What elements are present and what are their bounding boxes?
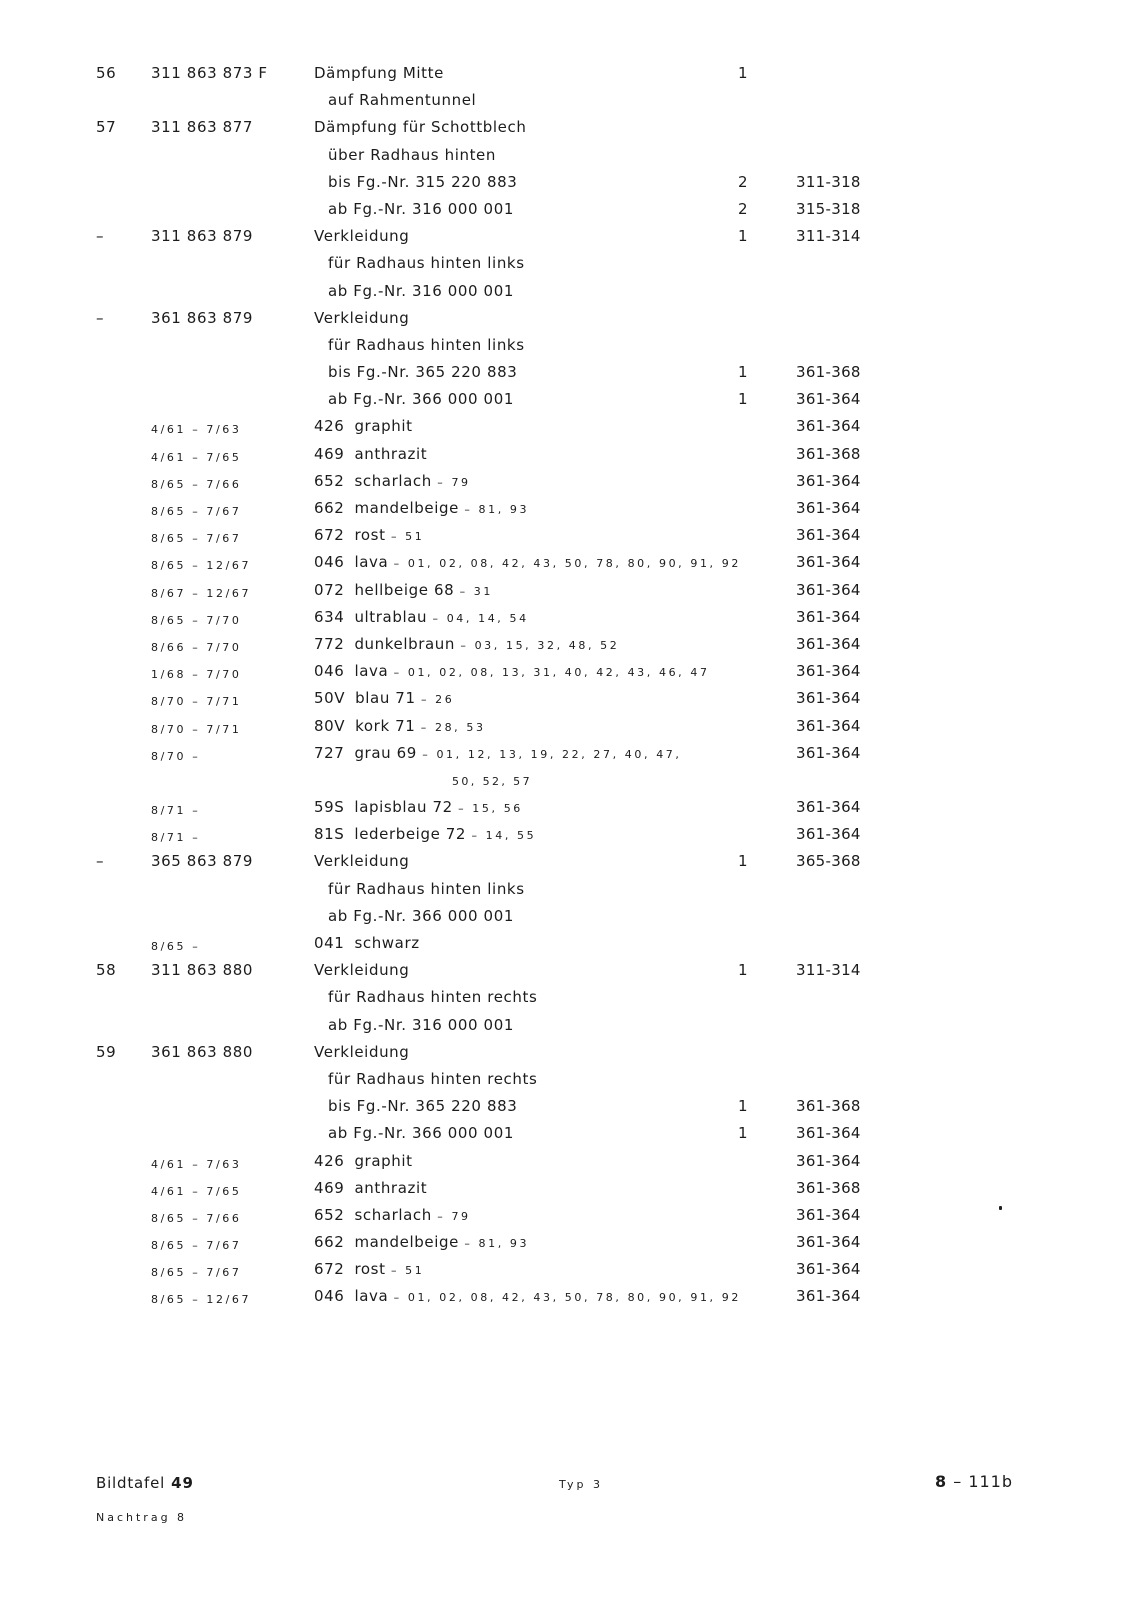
part-description: bis Fg.-Nr. 315 220 883	[328, 172, 518, 191]
quantity: 1	[738, 363, 749, 382]
production-period: 8/65 – 7/67	[151, 532, 242, 546]
production-period: 8/65 – 7/67	[151, 1239, 242, 1253]
production-period: 4/61 – 7/65	[151, 1184, 242, 1198]
color-description	[314, 1179, 427, 1197]
model-range: 361-364	[796, 1233, 861, 1252]
table-row	[0, 1148, 1136, 1175]
table-row	[0, 60, 1136, 87]
part-description: Verkleidung	[314, 1042, 410, 1061]
color-description	[314, 934, 420, 952]
table-row	[0, 604, 1136, 631]
color-description	[314, 689, 454, 707]
part-description: bis Fg.-Nr. 365 220 883	[328, 1097, 518, 1116]
part-description: für Radhaus hinten links	[328, 254, 525, 273]
production-period: 8/70 – 7/71	[151, 695, 242, 709]
color-code: 50V	[314, 689, 346, 708]
model-range: 361-364	[796, 1287, 861, 1306]
table-row	[0, 1283, 1136, 1310]
color-name: hellbeige 68	[354, 580, 455, 599]
production-period: 8/65 – 12/67	[151, 559, 252, 573]
part-number: 311 863 877	[151, 118, 254, 137]
color-description	[314, 744, 682, 762]
part-description: Dämpfung Mitte	[314, 64, 444, 82]
table-row	[0, 794, 1136, 821]
table-row	[0, 577, 1136, 604]
color-name: anthrazit	[354, 444, 428, 463]
production-period: 8/65 – 7/66	[151, 1211, 242, 1225]
table-row	[0, 767, 1136, 794]
color-suffix: – 01, 12, 13, 19, 22, 27, 40, 47,	[422, 747, 682, 761]
supplement-label: Nachtrag 8	[96, 1511, 188, 1524]
production-period: 8/71 –	[151, 804, 201, 818]
table-row	[0, 1175, 1136, 1202]
table-row	[0, 876, 1136, 903]
color-suffix: – 03, 15, 32, 48, 52	[460, 638, 620, 652]
color-code: 046	[314, 553, 345, 572]
model-range: 361-364	[796, 716, 861, 735]
color-name: lava	[354, 1287, 389, 1306]
table-row	[0, 1093, 1136, 1120]
part-description: ab Fg.-Nr. 366 000 001	[328, 1124, 514, 1143]
page-sub: – 111b	[953, 1472, 1014, 1491]
color-name: mandelbeige	[354, 1233, 459, 1252]
color-code: 672	[314, 1260, 345, 1279]
color-description	[314, 1206, 471, 1224]
position-number: 56	[96, 64, 117, 82]
color-description	[314, 1233, 529, 1251]
color-name: mandelbeige	[354, 499, 459, 517]
page-number	[935, 1472, 1013, 1491]
color-suffix: – 01, 02, 08, 42, 43, 50, 78, 80, 90, 91, 92	[393, 557, 741, 571]
production-period: 8/70 –	[151, 749, 201, 763]
color-suffix: – 79	[437, 475, 471, 489]
model-range: 361-364	[796, 1151, 861, 1170]
table-row	[0, 386, 1136, 413]
page-section: 8	[935, 1472, 948, 1491]
table-row	[0, 114, 1136, 141]
table-row	[0, 821, 1136, 848]
model-range: 361-364	[796, 526, 861, 545]
table-row	[0, 848, 1136, 875]
position-number: –	[96, 852, 105, 871]
position-number: –	[96, 227, 105, 246]
quantity: 1	[738, 852, 749, 871]
part-description: bis Fg.-Nr. 365 220 883	[328, 363, 518, 382]
color-suffix: – 81, 93	[464, 1237, 530, 1251]
production-period: 8/65 – 7/67	[151, 505, 242, 518]
quantity: 1	[738, 1124, 749, 1143]
table-row	[0, 413, 1136, 440]
color-code: 662	[314, 499, 345, 517]
color-code: 469	[314, 1178, 345, 1197]
color-name: lederbeige 72	[354, 825, 467, 844]
position-number: 57	[96, 118, 117, 137]
table-row	[0, 441, 1136, 468]
color-name: scharlach	[354, 1205, 432, 1224]
model-range: 361-364	[796, 689, 861, 708]
table-row	[0, 278, 1136, 305]
color-name: lava	[354, 662, 389, 681]
color-name: dunkelbraun	[354, 634, 456, 653]
color-code: 662	[314, 1233, 345, 1252]
model-range: 361-368	[796, 1178, 861, 1197]
color-description	[314, 417, 413, 435]
color-name: kork 71	[355, 716, 416, 735]
table-row	[0, 196, 1136, 223]
parts-list	[0, 60, 1136, 1311]
model-range: 315-318	[796, 199, 861, 218]
part-description: Verkleidung	[314, 961, 410, 980]
production-period: 8/71 –	[151, 831, 201, 845]
model-range: 361-364	[796, 471, 861, 490]
model-range: 361-364	[796, 1260, 861, 1279]
model-range: 311-314	[796, 227, 861, 246]
color-suffix: – 51	[390, 530, 425, 544]
model-range: 361-364	[796, 662, 861, 681]
position-number: 58	[96, 961, 117, 980]
model-range: 361-368	[796, 363, 861, 382]
production-period: 8/65 – 7/67	[151, 1266, 242, 1280]
part-description: für Radhaus hinten rechts	[328, 1069, 538, 1088]
table-row	[0, 522, 1136, 549]
production-period: 4/61 – 7/65	[151, 450, 242, 464]
color-suffix: – 26	[420, 693, 455, 707]
model-range: 365-368	[796, 852, 861, 871]
color-description	[314, 445, 427, 463]
part-number: 361 863 880	[151, 1042, 254, 1061]
color-code: 046	[314, 662, 345, 681]
part-description: Verkleidung	[314, 852, 410, 871]
part-number: 311 863 879	[151, 227, 254, 246]
color-suffix: – 79	[437, 1209, 471, 1223]
production-period: 1/68 – 7/70	[151, 668, 242, 682]
model-range: 361-364	[796, 1124, 861, 1143]
model-range: 361-368	[796, 1097, 861, 1116]
production-period: 8/65 – 7/70	[151, 613, 242, 627]
color-code: 727	[314, 743, 345, 762]
model-range: 361-364	[796, 1205, 861, 1224]
table-row	[0, 250, 1136, 277]
part-description: Verkleidung	[314, 308, 410, 327]
production-period: 8/65 –	[151, 940, 201, 953]
color-code: 772	[314, 634, 345, 653]
color-code: 426	[314, 417, 345, 436]
color-code: 046	[314, 1287, 345, 1306]
quantity: 1	[738, 64, 749, 82]
color-code: 041	[314, 934, 345, 952]
model-range: 361-364	[796, 743, 861, 762]
color-suffix: – 15, 56	[458, 802, 523, 816]
color-name: graphit	[354, 417, 413, 436]
color-name: anthrazit	[354, 1178, 428, 1197]
table-row	[0, 957, 1136, 984]
part-number: 361 863 879	[151, 308, 254, 327]
quantity: 2	[738, 172, 749, 191]
table-row	[0, 142, 1136, 169]
vehicle-type: Typ 3	[559, 1478, 603, 1491]
color-description	[314, 662, 710, 680]
quantity: 2	[738, 199, 749, 218]
color-description	[314, 717, 486, 735]
plate-title	[96, 1474, 194, 1492]
table-row	[0, 1229, 1136, 1256]
color-name: ultrablau	[354, 607, 428, 626]
table-row	[0, 930, 1136, 957]
part-description: Verkleidung	[314, 227, 410, 246]
part-description: ab Fg.-Nr. 316 000 001	[328, 199, 514, 218]
color-code: 81S	[314, 825, 345, 844]
table-row	[0, 359, 1136, 386]
model-range: 361-364	[796, 634, 861, 653]
color-description	[314, 1287, 741, 1305]
table-row	[0, 685, 1136, 712]
color-code: 634	[314, 607, 345, 626]
part-description: ab Fg.-Nr. 316 000 001	[328, 281, 514, 300]
part-number: 365 863 879	[151, 852, 254, 871]
color-code: 80V	[314, 716, 346, 735]
part-description: ab Fg.-Nr. 366 000 001	[328, 906, 514, 925]
color-description	[314, 499, 529, 517]
model-range: 361-364	[796, 417, 861, 436]
table-row	[0, 1256, 1136, 1283]
color-code: 652	[314, 1205, 345, 1224]
model-range: 361-364	[796, 607, 861, 626]
table-row	[0, 495, 1136, 522]
table-row	[0, 169, 1136, 196]
color-name: rost	[354, 1260, 386, 1279]
color-code: 59S	[314, 798, 345, 817]
color-description	[314, 1260, 424, 1278]
color-suffix: – 51	[390, 1264, 425, 1278]
part-number: 311 863 880	[151, 961, 254, 980]
production-period: 8/65 – 12/67	[151, 1293, 252, 1307]
color-description	[314, 635, 619, 653]
table-row	[0, 1012, 1136, 1039]
description-continuation: 50, 52, 57	[452, 774, 532, 788]
color-code: 072	[314, 580, 345, 599]
color-suffix: – 31	[459, 584, 494, 598]
color-name: schwarz	[354, 934, 420, 952]
table-row	[0, 713, 1136, 740]
quantity: 1	[738, 227, 749, 246]
color-description	[314, 526, 424, 544]
color-description	[314, 472, 471, 490]
model-range: 361-364	[796, 499, 861, 517]
color-code: 426	[314, 1151, 345, 1170]
production-period: 4/61 – 7/63	[151, 423, 242, 437]
model-range: 361-368	[796, 444, 861, 463]
color-suffix: – 28, 53	[420, 720, 486, 734]
table-row	[0, 631, 1136, 658]
plate-label: Bildtafel	[96, 1474, 166, 1492]
position-number: 59	[96, 1042, 117, 1061]
production-period: 8/65 – 7/66	[151, 477, 242, 491]
table-row	[0, 1120, 1136, 1147]
plate-number: 49	[171, 1474, 194, 1492]
part-description: für Radhaus hinten links	[328, 335, 525, 354]
color-description	[314, 825, 536, 843]
table-row	[0, 223, 1136, 250]
color-description	[314, 581, 493, 599]
model-range: 311-318	[796, 172, 861, 191]
part-description: auf Rahmentunnel	[328, 91, 477, 110]
production-period: 8/67 – 12/67	[151, 586, 252, 600]
production-period: 8/70 – 7/71	[151, 722, 242, 736]
color-description	[314, 1152, 413, 1170]
color-suffix: – 14, 55	[471, 829, 537, 843]
quantity: 1	[738, 961, 749, 980]
table-row	[0, 1066, 1136, 1093]
table-row	[0, 1202, 1136, 1229]
color-name: grau 69	[354, 743, 417, 762]
color-name: blau 71	[355, 689, 416, 708]
color-code: 652	[314, 471, 345, 490]
table-row	[0, 1039, 1136, 1066]
color-description	[314, 798, 523, 816]
part-description: für Radhaus hinten rechts	[328, 988, 538, 1007]
model-range: 311-314	[796, 961, 861, 980]
model-range: 361-364	[796, 390, 861, 409]
part-number: 311 863 873 F	[151, 64, 268, 82]
color-name: scharlach	[354, 471, 432, 490]
quantity: 1	[738, 1097, 749, 1116]
table-row	[0, 740, 1136, 767]
color-code: 672	[314, 526, 345, 545]
table-row	[0, 87, 1136, 114]
table-row	[0, 305, 1136, 332]
table-row	[0, 903, 1136, 930]
part-description: Dämpfung für Schottblech	[314, 118, 527, 137]
table-row	[0, 468, 1136, 495]
color-suffix: – 01, 02, 08, 13, 31, 40, 42, 43, 46, 47	[393, 666, 710, 680]
table-row	[0, 332, 1136, 359]
color-suffix: – 04, 14, 54	[432, 611, 529, 625]
part-description: ab Fg.-Nr. 316 000 001	[328, 1015, 514, 1034]
quantity: 1	[738, 390, 749, 409]
position-number: –	[96, 308, 105, 327]
color-description	[314, 553, 741, 571]
table-row	[0, 984, 1136, 1011]
model-range: 361-364	[796, 580, 861, 599]
model-range: 361-364	[796, 825, 861, 844]
color-suffix: – 81, 93	[464, 503, 530, 516]
part-description: für Radhaus hinten links	[328, 879, 525, 898]
model-range: 361-364	[796, 798, 861, 817]
color-description	[314, 608, 529, 626]
color-name: graphit	[354, 1151, 413, 1170]
table-row	[0, 658, 1136, 685]
part-description: ab Fg.-Nr. 366 000 001	[328, 390, 514, 409]
production-period: 8/66 – 7/70	[151, 640, 242, 654]
color-name: rost	[354, 526, 386, 545]
model-range: 361-364	[796, 553, 861, 572]
table-row	[0, 549, 1136, 576]
scan-speck	[999, 1206, 1002, 1210]
color-suffix: – 01, 02, 08, 42, 43, 50, 78, 80, 90, 91, 92	[393, 1291, 741, 1305]
part-description: über Radhaus hinten	[328, 145, 496, 164]
color-code: 469	[314, 444, 345, 463]
color-name: lava	[354, 553, 389, 572]
color-name: lapisblau 72	[354, 798, 453, 817]
production-period: 4/61 – 7/63	[151, 1157, 242, 1171]
